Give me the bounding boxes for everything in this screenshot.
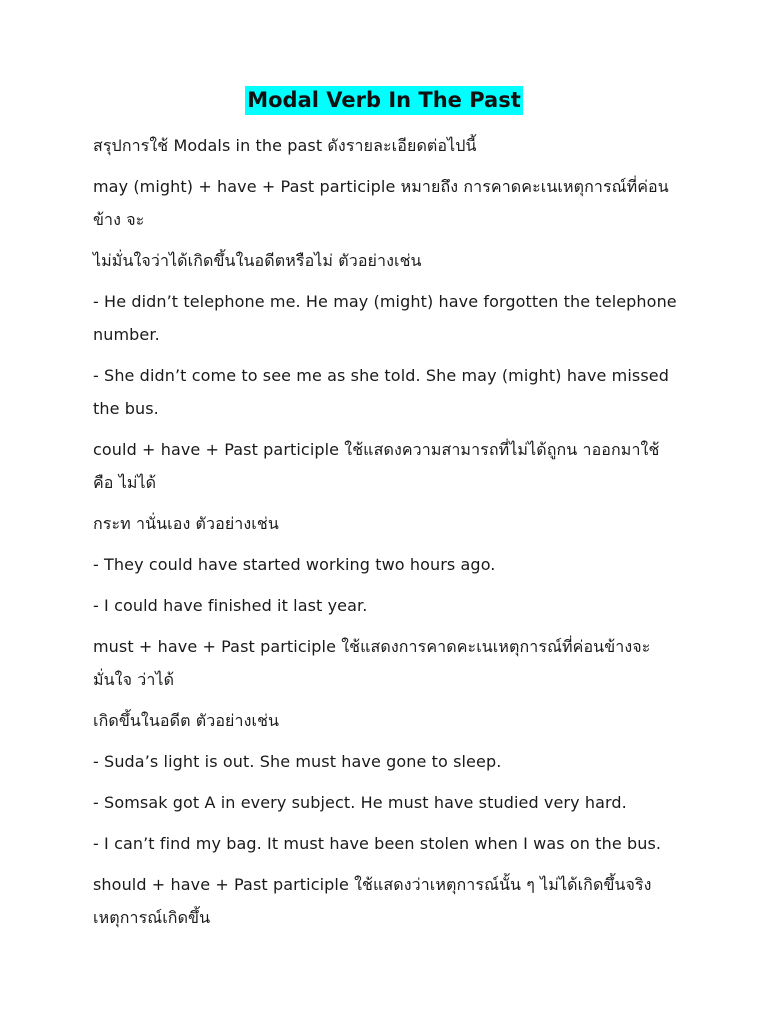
- example-telephone: - He didn’t telephone me. He may (might) have forgotten the telephone number.: [93, 292, 677, 344]
- example-started-working: - They could have started working two hours ago.: [93, 555, 496, 574]
- example-bag-stolen: - I can’t find my bag. It must have been stolen when I was on the bus.: [93, 834, 662, 853]
- may-might-rule: may (might) + have + Past participle หมายถึง การคาดคะเนเหตุการณ์ที่ค่อนข้าง จะ: [93, 177, 669, 229]
- may-might-rule-cont: ไม่มั่นใจว่าได้เกิดขึ้นในอดีตหรือไม่ ตัวอย่างเช่น: [93, 251, 422, 270]
- example-finished: - I could have finished it last year.: [93, 596, 368, 615]
- should-rule: should + have + Past participle ใช้แสดงว่าเหตุการณ์นั้น ๆ ไม่ได้เกิดขึ้นจริง เหตุการณ์เกิดขึ้น: [93, 875, 652, 927]
- example-missed-bus: - She didn’t come to see me as she told. She may (might) have missed the bus.: [93, 366, 669, 418]
- must-rule: must + have + Past participle ใช้แสดงการคาดคะเนเหตุการณ์ที่ค่อนข้างจะมั่นใจ ว่าได้: [93, 637, 651, 689]
- must-rule-cont: เกิดขึ้นในอดีต ตัวอย่างเช่น: [93, 711, 280, 730]
- summary-intro: สรุปการใช้ Modals in the past ดังรายละเอียดต่อไปนี้: [93, 136, 477, 155]
- title-container: [0, 86, 768, 115]
- example-gone-to-sleep: - Suda’s light is out. She must have gone to sleep.: [93, 752, 502, 771]
- example-studied-hard: - Somsak got A in every subject. He must have studied very hard.: [93, 793, 627, 812]
- could-rule: could + have + Past participle ใช้แสดงความสามารถที่ไม่ได้ถูกน าออกมาใช้ คือ ไม่ได้: [93, 440, 660, 492]
- could-rule-cont: กระท านั่นเอง ตัวอย่างเช่น: [93, 514, 279, 533]
- document-title: Modal Verb In The Past: [245, 86, 523, 115]
- document-body: [93, 129, 683, 942]
